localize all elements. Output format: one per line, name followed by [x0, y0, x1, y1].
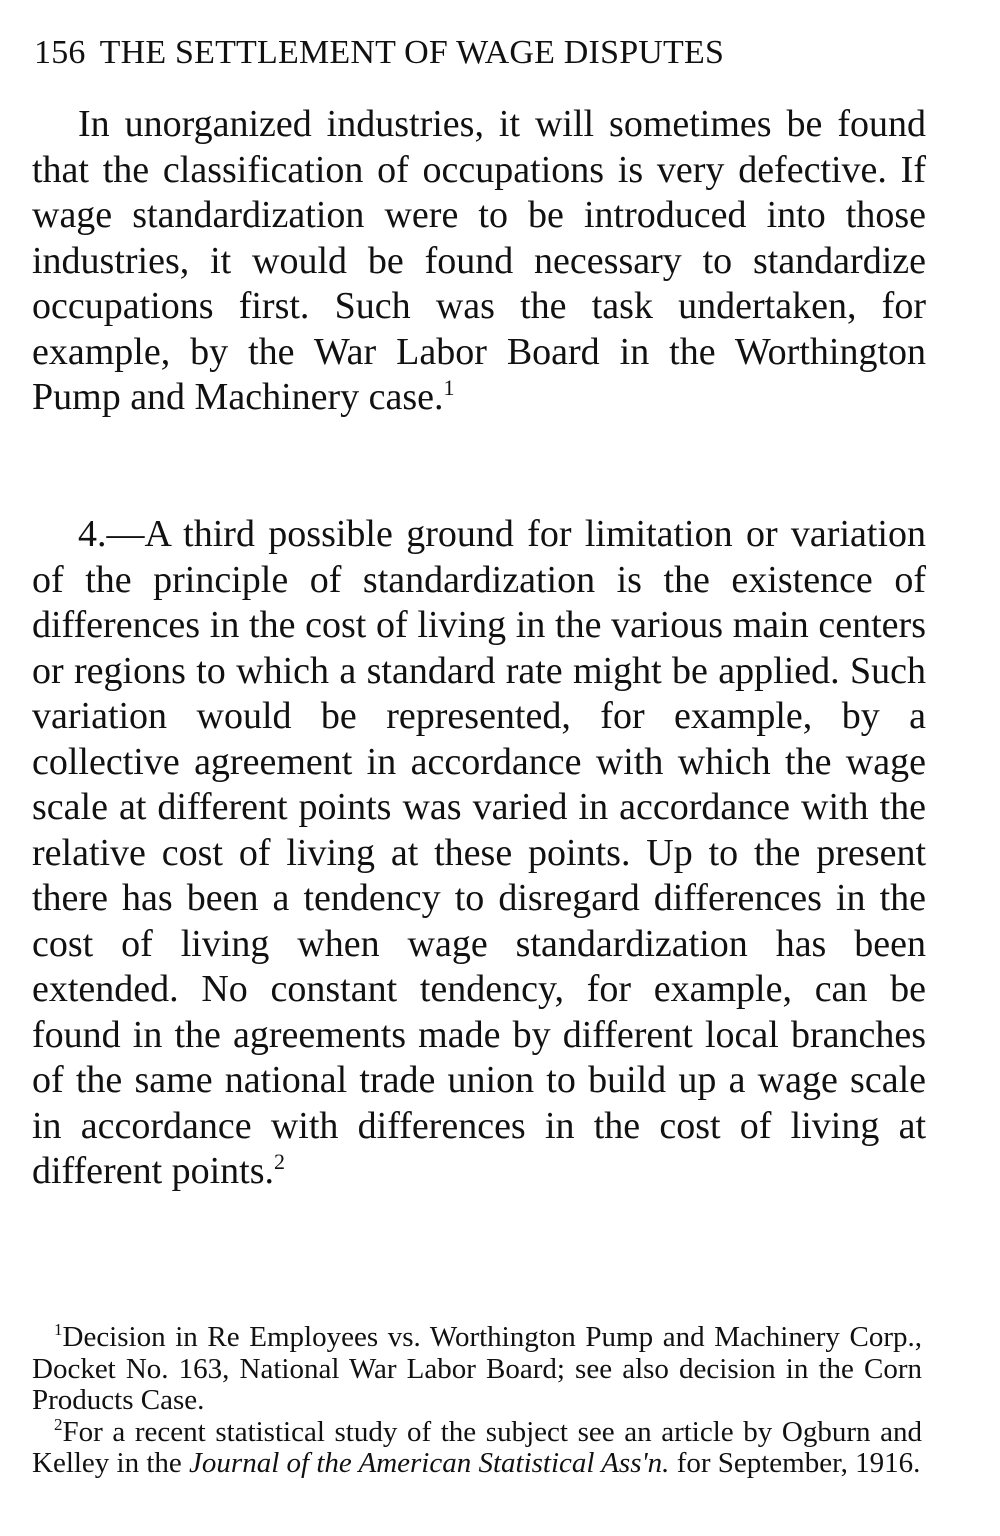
- footnote-ref-1: 1: [443, 375, 455, 400]
- paragraph-1-text: In unorganized industries, it will sometimes be found that the classification of occupations is very defective. If wage standardization were to be introduced into those industries, it would be found necessary to standardize occupations first. Such was the task undertaken, for example, by the War Labor Board in the Worthington Pump and Machinery case.: [32, 103, 926, 418]
- footnote-2-text: For a recent statistical study of the subject see an article by Ogburn and Kelley in the: [32, 1415, 922, 1479]
- paragraph-2-text: 4.—A third possible ground for limitation or variation of the principle of standardization is the existence of differences in the cost of living in the various main centers or regions to which a standard rate might be applied. Such variation would be represented, for example, by a collective agreement in accordance with which the wage scale at different points was varied in accordance with the relative cost of living at these points. Up to the present there has been a tendency to disregard differences in the cost of living when wage standardization has been extended. No constant tendency, for example, can be found in the agreements made by different local branches of the same national trade union to build up a wage scale in accordance with differences in the cost of living at different points.: [32, 513, 926, 1192]
- paragraph-1: [32, 102, 926, 421]
- paragraph-2: [32, 512, 926, 1195]
- footnote-1: [32, 1322, 922, 1417]
- footnote-2-journal-title: Journal of the American Statistical Ass'n.: [189, 1447, 670, 1479]
- footnote-2: [32, 1414, 922, 1480]
- running-header: [34, 32, 924, 74]
- footnote-ref-2: 2: [274, 1149, 286, 1174]
- footnote-1-text: Decision in Re Employees vs. Worthington Pump and Machinery Corp., Docket No. 163, National War Labor Board; see also decision in the Corn Products Case.: [32, 1321, 922, 1416]
- page-number: 156: [34, 34, 86, 71]
- footnote-2-text-end: for September, 1916.: [669, 1447, 921, 1479]
- running-title: THE SETTLEMENT OF WAGE DISPUTES: [99, 34, 725, 71]
- footnote-1-marker: 1: [54, 1320, 63, 1339]
- footnotes: [32, 1322, 922, 1480]
- footnote-2-marker: 2: [54, 1414, 63, 1434]
